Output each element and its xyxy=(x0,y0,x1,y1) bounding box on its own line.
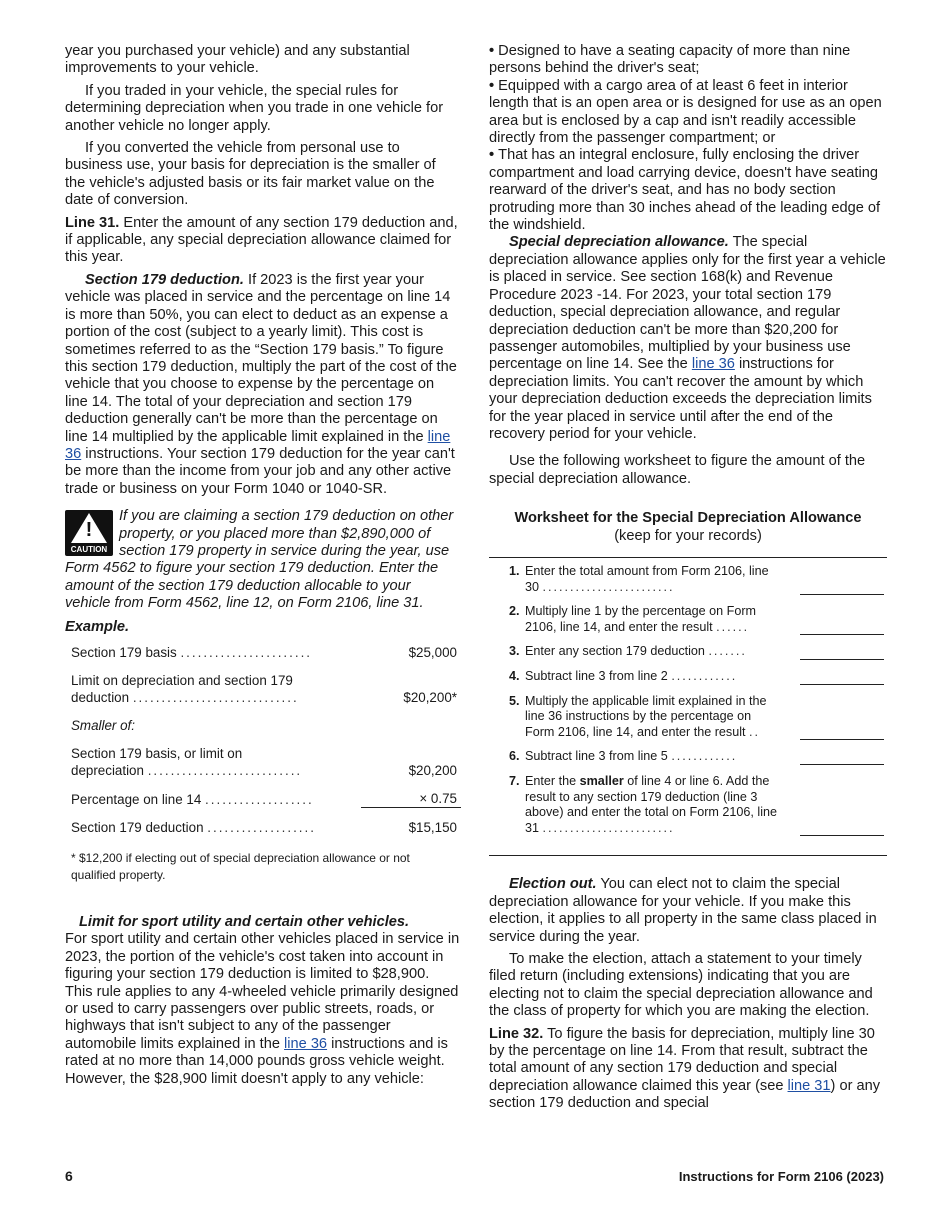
example-label: Section 179 basis, or limit on xyxy=(71,746,243,761)
worksheet-line: 1. Enter the total amount from Form 2106, line 30 ........................ xyxy=(509,564,887,595)
worksheet-heading: Worksheet for the Special Depreciation Allowance xyxy=(514,510,862,527)
paragraph: Use the following worksheet to figure the amount of the special depreciation allowance. xyxy=(489,453,866,487)
special-depreciation-paragraph xyxy=(489,234,887,443)
list-item: • Designed to have a seating capacity of more than nine persons behind the driver's seat; xyxy=(489,43,887,78)
line-32-heading: Line 32. xyxy=(489,1025,544,1042)
entry-field[interactable] xyxy=(800,834,884,836)
worksheet-line: 5. Multiply the applicable limit explained in the line 36 instructions by the percentage on Form 2106, line 14, and enter the result .. xyxy=(509,694,887,741)
line-36-link[interactable]: line 36 xyxy=(691,356,735,373)
paragraph: If you traded in your vehicle, the special rules for determining depreciation when you trade in one vehicle for another vehicle no longer apply. xyxy=(65,82,444,134)
election-out-paragraph xyxy=(489,876,887,946)
right-column xyxy=(489,43,887,1118)
list-item: • Equipped with a cargo area of at least 6 feet in interior length that is an open area or is designed for use as an open area but is enclosed by a cap and isn't readily accessible directly from the passenger compartment; or xyxy=(489,78,887,148)
entry-field[interactable] xyxy=(800,593,884,595)
worksheet-line: 7. Enter the smaller of line 4 or line 6. Add the result to any section 179 deduction (line 3 above) and enter the total on Form 2106, line 31 ........................ xyxy=(509,774,887,836)
example-title: Example. xyxy=(65,618,130,635)
line-31-text: Enter the amount of any section 179 deduction and, if applicable, any special depreciation allowance claimed for this year. xyxy=(65,214,458,266)
example-label: Limit on depreciation and section 179 xyxy=(71,673,293,688)
sport-utility-text: instructions and is rated at no more than 14,000 pounds gross vehicle weight. However, the $28,900 limit doesn't apply to any vehicle: xyxy=(65,1035,448,1087)
line-31-paragraph xyxy=(65,215,460,267)
worksheet-line: 6. Subtract line 3 from line 5 ............ xyxy=(509,749,887,765)
worksheet-line: 4. Subtract line 3 from line 2 ............ xyxy=(509,669,887,685)
caution-text: If you are claiming a section 179 deduction on other property, or you placed more than $2,890,000 of section 179 property in service during the year, use Form 4562 to figure your section 179 deduction. Enter the amount of the section 179 deduction allocable to your vehicle from Form 4562, line 12, on Form 2106, line 31. xyxy=(65,508,454,612)
page-number: 6 xyxy=(65,1168,73,1184)
line-31-link[interactable]: line 31 xyxy=(787,1077,831,1094)
paragraph: year you purchased your vehicle) and any substantial improvements to your vehicle. xyxy=(65,43,410,77)
entry-field[interactable] xyxy=(800,658,884,660)
entry-field[interactable] xyxy=(800,763,884,765)
example-value: $20,200 xyxy=(408,763,457,778)
table-row: Section 179 basis, or limit on depreciation ........................... $20,200 xyxy=(71,745,461,779)
section-179-text: If 2023 is the first year your vehicle was placed in service and the percentage on line 14 is more than 50%, you can elect to deduct as an expense a portion of the cost (subject to a yearly limit). This cost is sometimes referred to as the “Section 179 basis.” To figure this section 179 deduction, multiply the part of the cost of the vehicle that you choose to expense by the percentage on line 14. The total of your depreciation and section 179 deduction generally can't be more than the percentage on line 14 multiplied by the applicable limit explained in the xyxy=(65,271,457,445)
sport-utility-heading: Limit for sport utility and certain other vehicles. xyxy=(79,914,410,930)
example-label: deduction xyxy=(71,690,130,705)
entry-field[interactable] xyxy=(800,738,884,740)
paragraph: If you converted the vehicle from personal use to business use, your basis for depreciation is the smaller of the vehicle's adjusted basis or its fair market value on the date of conversion. xyxy=(65,140,436,209)
section-179-heading: Section 179 deduction. xyxy=(85,271,244,288)
line-32-paragraph xyxy=(489,1026,887,1113)
election-out-text: You can elect not to claim the special depreciation allowance for your vehicle. If you make this election, it applies to all property in the same class placed in service during the year. xyxy=(489,876,877,945)
table-row: Section 179 deduction ................... $15,150 xyxy=(71,819,461,836)
paragraph: To make the election, attach a statement to your timely filed return (including extensions) indicating that you are electing not to claim the special depreciation allowance and the class of property for which you are making the election. xyxy=(489,950,873,1020)
left-column xyxy=(65,43,460,1093)
line-32-text: ) or any section 179 deduction and special xyxy=(489,1077,881,1112)
line-32-text: To figure the basis for depreciation, multiply line 30 by the percentage on line 14. From that result, subtract the total amount of any section 179 deduction and special depreciation allowance claimed this year (see xyxy=(489,1025,875,1094)
example-table xyxy=(71,644,461,836)
entry-field[interactable] xyxy=(800,633,884,635)
sport-utility-paragraph xyxy=(65,914,460,1088)
example-value: $15,150 xyxy=(408,820,457,835)
example-label: depreciation xyxy=(71,763,144,778)
table-row: Section 179 basis ....................... $25,000 xyxy=(71,644,461,661)
example-value: $20,200* xyxy=(403,690,457,705)
caution-note xyxy=(65,508,460,612)
table-row: Percentage on line 14 ................... × 0.75 xyxy=(71,790,461,808)
list-item: • That has an integral enclosure, fully enclosing the driver compartment and load carrying device, doesn't have seating rearward of the driver's seat, and has no body section protruding more than 30 inches ahead of the leading edge of the windshield. xyxy=(489,147,887,234)
special-depreciation-text: The special depreciation allowance applies only for the first year a vehicle is placed in service. See section 168(k) and Revenue Procedure 2023 -14. For 2023, your total section 179 deduction, special depreciation allowance, and regular depreciation deduction can't be more than $20,200 for passenger automobiles, multiplied by your business use percentage on line 14. See the xyxy=(489,234,886,373)
line-31-heading: Line 31. xyxy=(65,214,120,231)
special-depreciation-text: instructions for depreciation limits. You can't recover the amount by which your depreciation deduction exceeds the depreciation limits for the year placed in service until after the end of the recovery period for your vehicle. xyxy=(489,356,872,442)
worksheet-subtitle: (keep for your records) xyxy=(614,527,762,544)
example-label: Section 179 deduction xyxy=(71,820,204,835)
example-value: $25,000 xyxy=(408,645,457,660)
table-row xyxy=(71,717,461,734)
entry-field[interactable] xyxy=(800,683,884,685)
worksheet-line: 3. Enter any section 179 deduction ....... xyxy=(509,644,887,660)
line-36-link[interactable]: line 36 xyxy=(65,428,451,462)
footnote: * $12,200 if electing out of special depreciation allowance or not qualified property. xyxy=(71,851,410,882)
sport-utility-text: For sport utility and certain other vehicles placed in service in 2023, the portion of the vehicle's cost taken into account in figuring your section 179 deduction is limited to $28,900. This rule applies to any 4-wheeled vehicle primarily designed or used to carry passengers over public streets, roads, or highways that isn't subject to any of the passenger automobile limits explained in the xyxy=(65,931,460,1052)
example-label: Smaller of: xyxy=(71,718,135,733)
example-value: × 0.75 xyxy=(361,790,461,808)
election-out-heading: Election out. xyxy=(509,876,597,893)
footer-title: Instructions for Form 2106 (2023) xyxy=(678,1169,884,1184)
worksheet-line: 2. Multiply line 1 by the percentage on Form 2106, line 14, and enter the result ...... xyxy=(509,604,887,635)
example-label: Section 179 basis xyxy=(71,645,177,660)
special-depreciation-heading: Special depreciation allowance. xyxy=(509,234,729,251)
table-row: Limit on depreciation and section 179 deduction ............................. $20,200* xyxy=(71,672,461,706)
caution-icon: ! CAUTION xyxy=(65,510,113,556)
example-label: Percentage on line 14 xyxy=(71,791,202,807)
caution-label: CAUTION xyxy=(70,545,108,555)
section-179-text: instructions. Your section 179 deduction for the year can't be more than the income from your job and any other active trade or business on your Form 1040 or 1040-SR. xyxy=(65,445,455,497)
worksheet xyxy=(489,557,887,856)
line-36-link[interactable]: line 36 xyxy=(284,1035,328,1052)
vehicle-exception-list xyxy=(489,43,887,234)
section-179-paragraph xyxy=(65,272,460,498)
worksheet-title xyxy=(489,510,887,545)
